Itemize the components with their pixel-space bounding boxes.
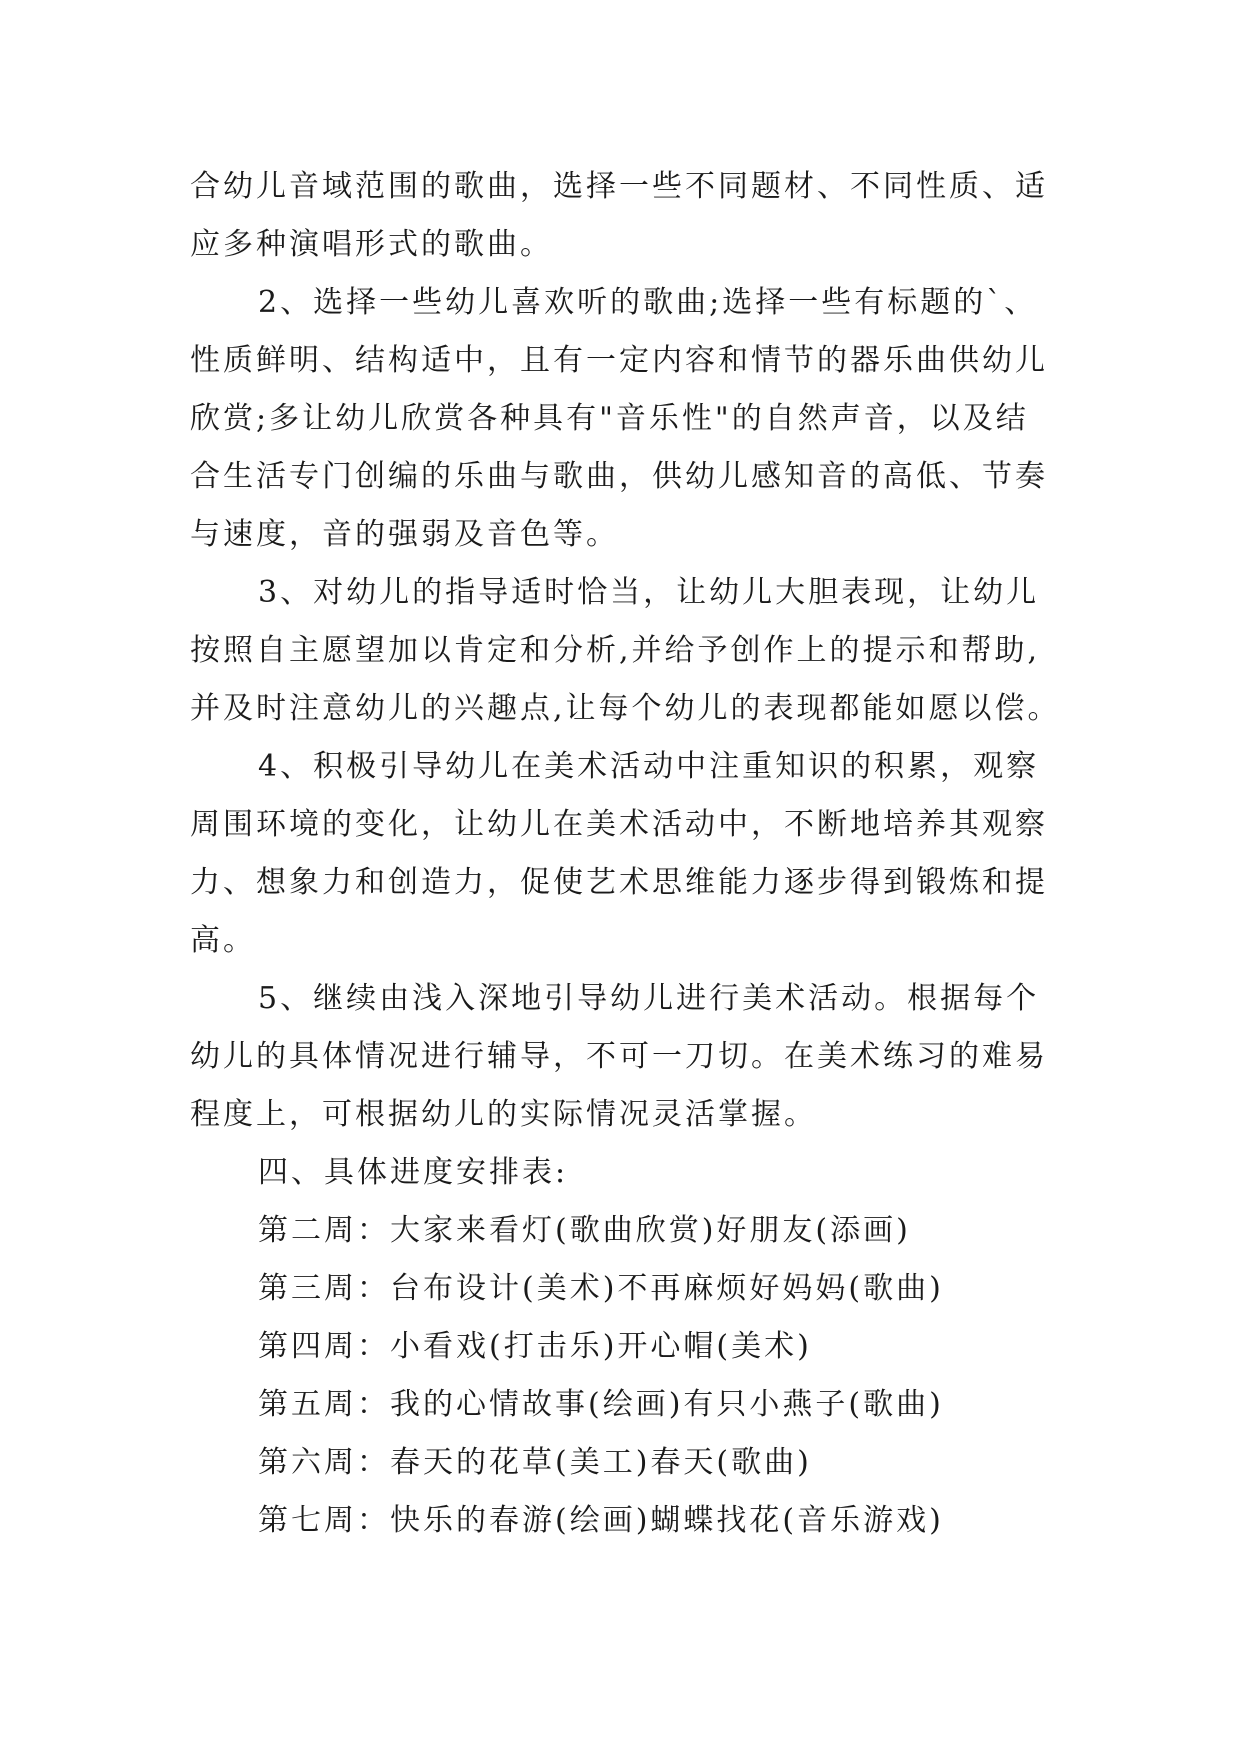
paragraph-line: 周围环境的变化，让幼儿在美术活动中，不断地培养其观察 <box>190 807 1048 842</box>
paragraph-line: 与速度，音的强弱及音色等。 <box>190 517 619 552</box>
paragraph-line: 合幼儿音域范围的歌曲，选择一些不同题材、不同性质、适 <box>190 169 1048 204</box>
section-heading: 四、具体进度安排表: <box>258 1155 569 1190</box>
paragraph-line: 按照自主愿望加以肯定和分析,并给予创作上的提示和帮助, <box>190 633 1041 668</box>
paragraph-line: 高。 <box>190 923 256 958</box>
paragraph-line: 应多种演唱形式的歌曲。 <box>190 227 553 262</box>
paragraph-line: 性质鲜明、结构适中，且有一定内容和情节的器乐曲供幼儿 <box>190 343 1048 378</box>
paragraph-line: 幼儿的具体情况进行辅导，不可一刀切。在美术练习的难易 <box>190 1039 1048 1074</box>
paragraph-line: 程度上，可根据幼儿的实际情况灵活掌握。 <box>190 1097 817 1132</box>
schedule-item: 第三周：台布设计(美术)不再麻烦好妈妈(歌曲) <box>258 1271 944 1306</box>
paragraph-line: 力、想象力和创造力，促使艺术思维能力逐步得到锻炼和提 <box>190 865 1048 900</box>
schedule-item: 第二周：大家来看灯(歌曲欣赏)好朋友(添画) <box>258 1213 911 1248</box>
schedule-item: 第六周：春天的花草(美工)春天(歌曲) <box>258 1445 812 1480</box>
schedule-item: 第五周：我的心情故事(绘画)有只小燕子(歌曲) <box>258 1387 944 1422</box>
schedule-item: 第四周：小看戏(打击乐)开心帽(美术) <box>258 1329 812 1364</box>
paragraph-line: 并及时注意幼儿的兴趣点,让每个幼儿的表现都能如愿以偿。 <box>190 691 1061 726</box>
paragraph-line: 合生活专门创编的乐曲与歌曲，供幼儿感知音的高低、节奏 <box>190 459 1048 494</box>
document-page <box>190 158 1061 1550</box>
paragraph-line: 2、选择一些幼儿喜欢听的歌曲;选择一些有标题的`、 <box>258 285 1038 320</box>
paragraph-line: 3、对幼儿的指导适时恰当，让幼儿大胆表现，让幼儿 <box>258 575 1040 610</box>
paragraph-line: 欣赏;多让幼儿欣赏各种具有"音乐性"的自然声音，以及结 <box>190 401 1029 436</box>
schedule-item: 第七周：快乐的春游(绘画)蝴蝶找花(音乐游戏) <box>258 1503 944 1538</box>
paragraph-line: 5、继续由浅入深地引导幼儿进行美术活动。根据每个 <box>258 981 1040 1016</box>
paragraph-line: 4、积极引导幼儿在美术活动中注重知识的积累，观察 <box>258 749 1040 784</box>
